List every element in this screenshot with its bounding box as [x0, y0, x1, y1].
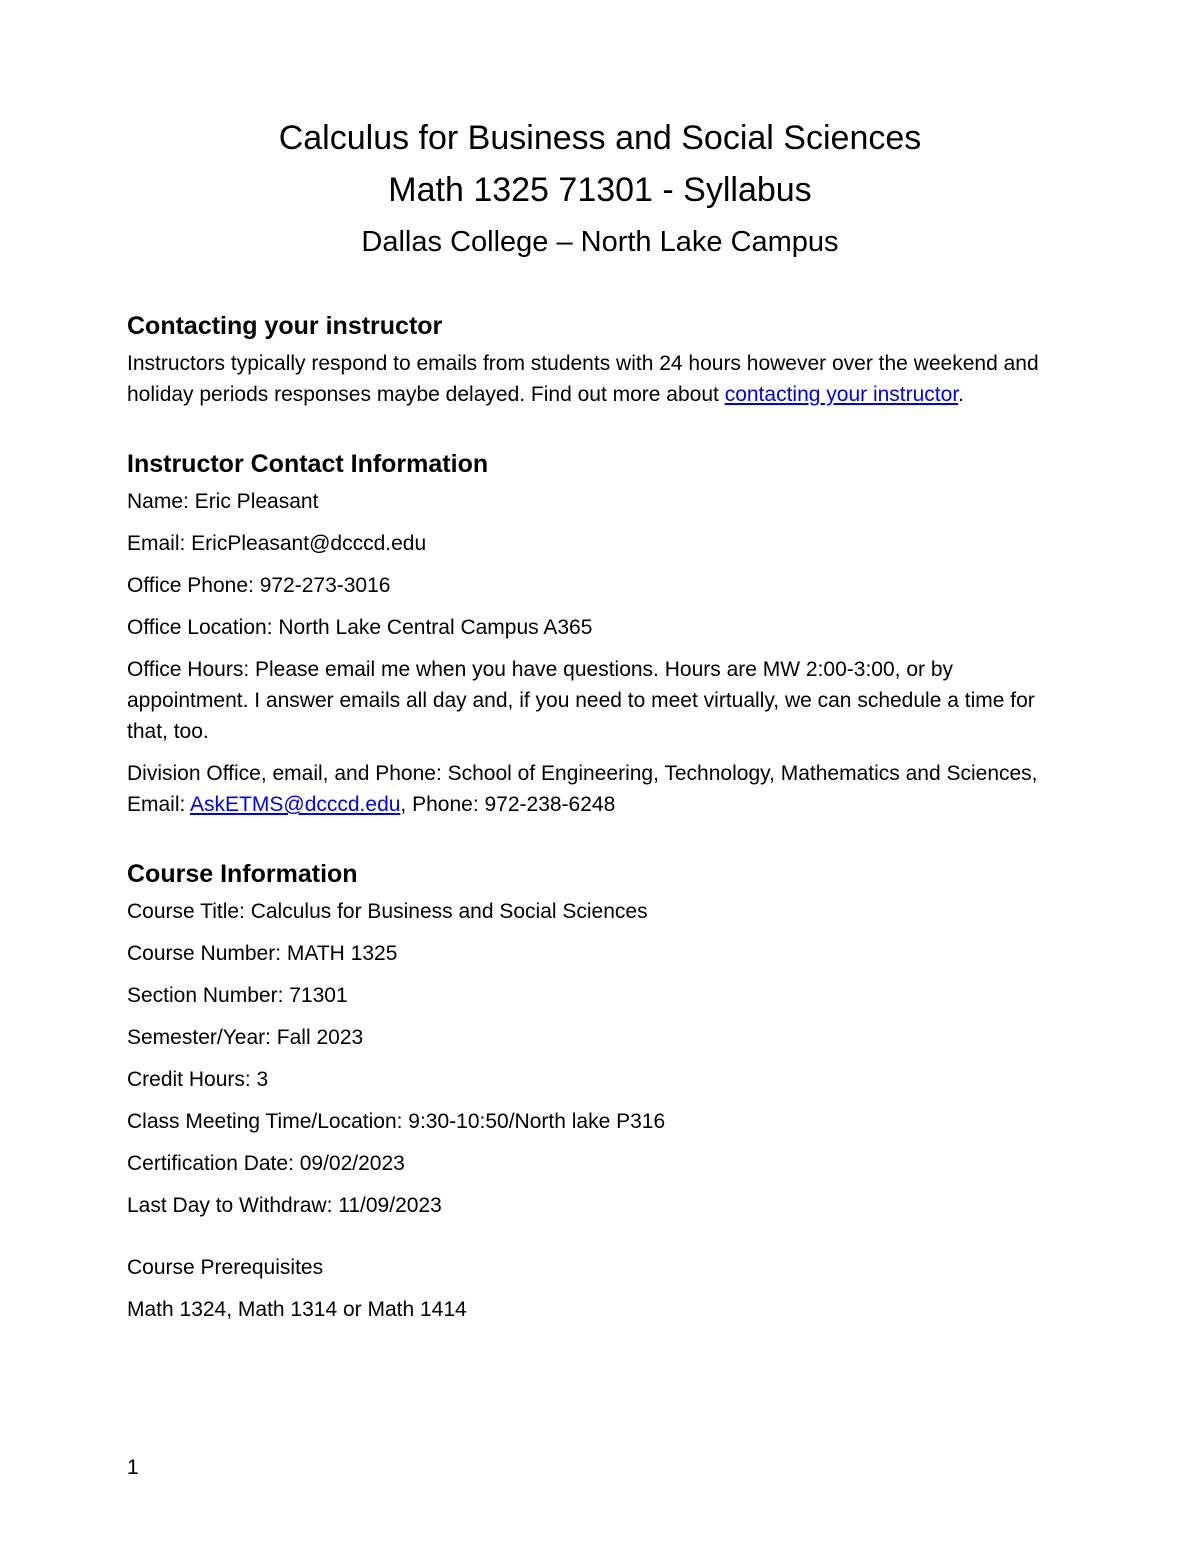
contacting-paragraph	[127, 348, 1067, 410]
document-body	[127, 306, 1067, 1325]
last-day-withdraw: Last Day to Withdraw: 11/09/2023	[127, 1194, 442, 1217]
document-title: Calculus for Business and Social Sciences	[278, 119, 922, 157]
class-meeting: Class Meeting Time/Location: 9:30-10:50/North lake P316	[127, 1110, 666, 1133]
instructor-heading: Instructor Contact Information	[127, 450, 489, 478]
division-info	[127, 758, 1067, 820]
prerequisites-label: Course Prerequisites	[127, 1256, 324, 1279]
prerequisites-value: Math 1324, Math 1314 or Math 1414	[127, 1298, 467, 1321]
division-suffix: , Phone: 972-238-6248	[400, 793, 616, 816]
credit-hours: Credit Hours: 3	[127, 1068, 269, 1091]
instructor-hours: Office Hours: Please email me when you have questions. Hours are MW 2:00-3:00, or by appointment. I answer emails all day and, if you need to meet virtually, we can schedule a time for that, too.	[127, 658, 1035, 743]
division-prefix: Division Office, email, and Phone: School of Engineering, Technology, Mathematics and Sciences, Email:	[127, 762, 1038, 816]
contacting-instructor-link[interactable]: contacting your instructor	[724, 383, 959, 406]
course-heading: Course Information	[127, 860, 358, 888]
contacting-text: Instructors typically respond to emails from students with 24 hours however over the weekend and holiday periods responses maybe delayed. Find out more about	[127, 352, 1039, 406]
contacting-section	[127, 306, 1067, 410]
page-number: 1	[127, 1456, 139, 1479]
course-section	[127, 854, 1067, 1325]
instructor-phone: Office Phone: 972-273-3016	[127, 574, 391, 597]
document-subtitle: Math 1325 71301 - Syllabus	[388, 171, 812, 209]
semester-year: Semester/Year: Fall 2023	[127, 1026, 364, 1049]
document-header	[0, 112, 1200, 268]
institution-name: Dallas College – North Lake Campus	[361, 226, 839, 258]
contacting-trailing: .	[958, 383, 964, 406]
instructor-email: Email: EricPleasant@dcccd.edu	[127, 532, 427, 555]
course-title: Course Title: Calculus for Business and Social Sciences	[127, 900, 648, 923]
division-email-link[interactable]: AskETMS@dcccd.edu	[190, 793, 401, 816]
instructor-section	[127, 444, 1067, 820]
section-number: Section Number: 71301	[127, 984, 348, 1007]
instructor-name: Name: Eric Pleasant	[127, 490, 319, 513]
contacting-heading: Contacting your instructor	[127, 312, 443, 340]
certification-date: Certification Date: 09/02/2023	[127, 1152, 405, 1175]
instructor-location: Office Location: North Lake Central Campus A365	[127, 616, 593, 639]
course-number: Course Number: MATH 1325	[127, 942, 398, 965]
